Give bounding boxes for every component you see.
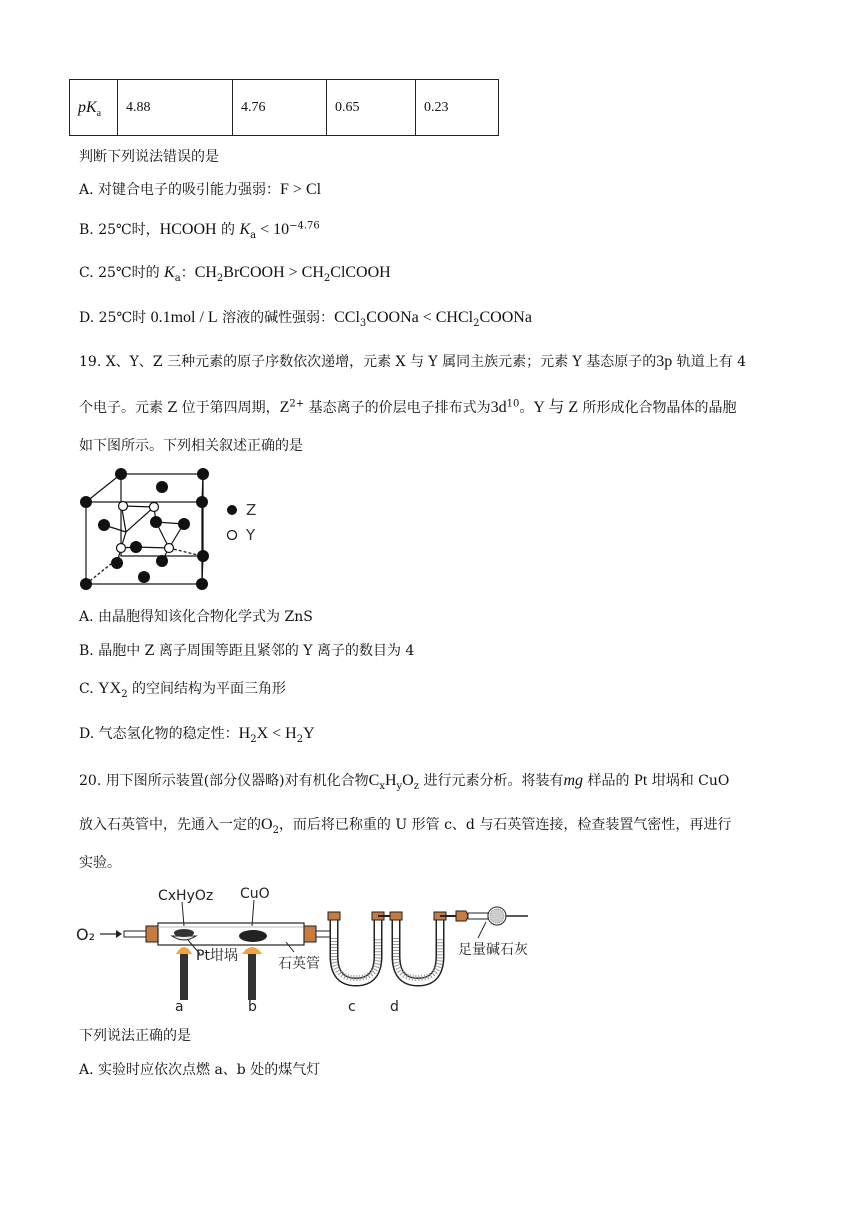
q19-option-a: A. 由晶胞得知该化合物化学式为 ZnS xyxy=(79,609,313,625)
soda-lime-label: 足量碱石灰 xyxy=(458,942,528,958)
u-tube-d-label: d xyxy=(390,999,399,1015)
q20-line-2: 放入石英管中，先通入一定的$O_2$，而后将已称重的 U 形管 c、d 与石英管连接，检查装置气密性，再进行 xyxy=(79,816,732,836)
q20-prompt: 下列说法正确的是 xyxy=(79,1028,191,1044)
q20-line-3: 实验。 xyxy=(79,855,121,871)
q19-line-1: 19. X、Y、Z 三种元素的原子序数依次递增，元素 X 与 Y 属同主族元素；元素 Y 基态原子的3p 轨道上有 4 xyxy=(79,353,747,370)
legend-y-marker xyxy=(228,531,237,540)
apparatus-figure xyxy=(72,878,552,1018)
q19-line-2: 个电子。元素 Z 位于第四周期，$Z^{2+}$ 基态离子的价层电子排布式为$3d^{10}$。Y 与 Z 所形成化合物晶体的晶胞 xyxy=(79,398,737,416)
q18-prompt: 判断下列说法错误的是 xyxy=(79,149,219,165)
pka-table xyxy=(69,79,499,136)
sample-label: CxHyOz xyxy=(158,888,214,904)
crystal-cell-figure xyxy=(70,466,280,596)
table-cell: 4.76 xyxy=(233,80,327,136)
q19-line-3: 如下图所示。下列相关叙述正确的是 xyxy=(79,438,303,454)
legend-z-label: Z xyxy=(246,501,257,519)
q19-option-d: D. 气态氢化物的稳定性：$H_2X < H_2Y$ xyxy=(79,725,315,745)
u-tube-c-label: c xyxy=(348,999,356,1015)
quartz-tube-label: 石英管 xyxy=(278,956,320,972)
q19-option-b: B. 晶胞中 Z 离子周围等距且紧邻的 Y 离子的数目为 4 xyxy=(79,643,415,659)
o2-label: O₂ xyxy=(76,925,96,944)
table-cell: 0.23 xyxy=(416,80,499,136)
q18-option-a: A. 对键合电子的吸引能力强弱：F > Cl xyxy=(79,181,322,198)
q18-option-b: B. 25℃时，HCOOH 的 $K_a < 10^{-4.76}$ xyxy=(79,220,320,241)
table-row xyxy=(70,80,499,136)
table-cell: 0.65 xyxy=(327,80,416,136)
cuo-label: CuO xyxy=(240,886,270,902)
q18-option-d: D. 25℃时 0.1mol / L 溶液的碱性强弱：CCl$_3$COONa < CHCl$_2$COONa xyxy=(79,309,532,329)
q19-option-c: C. $YX_2$ 的空间结构为平面三角形 xyxy=(79,680,287,700)
table-cell: 4.88 xyxy=(118,80,233,136)
q20-option-a: A. 实验时应依次点燃 a、b 处的煤气灯 xyxy=(79,1062,321,1078)
q20-line-1: 20. 用下图所示装置(部分仪器略)对有机化合物$C_xH_yO_z$ 进行元素分析。将装有mg 样品的 Pt 坩埚和 CuO xyxy=(79,772,730,792)
legend-y-label: Y xyxy=(246,526,256,544)
legend-z-marker xyxy=(227,505,237,515)
table-row-label: $pK_a$ xyxy=(70,80,118,136)
pt-crucible-label: Pt坩埚 xyxy=(196,948,238,964)
q18-option-c: C. 25℃时的 $K_a$：$CH_2BrCOOH$ > $CH_2ClCOOH$ xyxy=(79,264,391,284)
burner-b-label: b xyxy=(248,999,257,1015)
burner-a-label: a xyxy=(175,999,184,1015)
